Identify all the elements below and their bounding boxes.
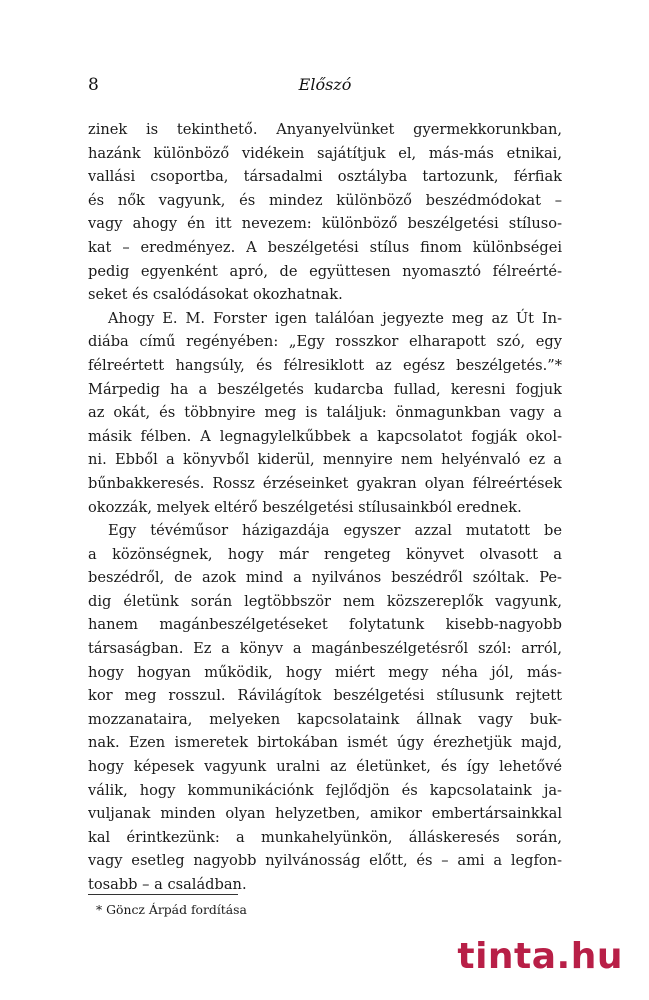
text-line: Márpedig ha a beszélgetés kudarcba fullad, keresni fogjuk: [88, 380, 562, 398]
text-line: hogy hogyan működik, hogy miért megy néha jól, más-: [88, 663, 562, 681]
page-header: [88, 75, 562, 99]
text-line: hogy képesek vagyunk uralni az életünket, és így lehetővé: [88, 758, 562, 776]
text-line: diába című regényében: „Egy rosszkor elharapott szó, egy: [88, 333, 562, 351]
text-line: kor meg rosszul. Rávilágítok beszélgetési stílusunk rejtett: [88, 687, 562, 705]
text-line: másik félben. A legnagylelkűbbek a kapcsolatot fogják okol-: [88, 427, 562, 445]
text-line: zinek is tekinthető. Anyanyelvünket gyermekkorunkban,: [88, 121, 562, 138]
text-line: dig életünk során legtöbbször nem közszereplők vagyunk,: [88, 592, 562, 610]
text-line: bűnbakkeresés. Rossz érzéseinket gyakran olyan félreértések: [88, 474, 562, 492]
text-line: seket és csalódásokat okozhatnak.: [88, 286, 343, 304]
text-line: kal érintkezünk: a munkahelyünkön, álláskeresés során,: [88, 828, 562, 846]
watermark-logo: tinta.hu: [457, 936, 623, 977]
text-line: az okát, és többnyire meg is találjuk: önmagunkban vagy a: [88, 404, 562, 422]
text-line: hazánk különböző vidékein sajátítjuk el, más-más etnikai,: [88, 144, 562, 162]
text-line: válik, hogy kommunikációnk fejlődjön és kapcsolataink ja-: [88, 781, 562, 799]
text-line: társaságban. Ez a könyv a magánbeszélgetésről szól: arról,: [88, 640, 562, 658]
text-line: vagy esetleg nagyobb nyilvánosság előtt, és – ami a legfon-: [88, 852, 562, 870]
text-line: a közönségnek, hogy már rengeteg könyvet olvasott a: [88, 545, 562, 563]
text-line: hanem magánbeszélgetéseket folytatunk kisebb-nagyobb: [88, 616, 562, 634]
text-line: okozzák, melyek eltérő beszélgetési stílusainkból erednek.: [88, 498, 522, 516]
footnote-divider: [88, 894, 238, 895]
running-title: Előszó: [298, 75, 352, 94]
text-line: és nők vagyunk, és mindez különböző beszédmódokat –: [88, 191, 562, 209]
text-line: vuljanak minden olyan helyzetben, amikor embertársainkkal: [88, 805, 562, 823]
text-line: félreértett hangsúly, és félresiklott az egész beszélgetés.”*: [88, 356, 562, 374]
text-line: Egy tévéműsor házigazdája egyszer azzal mutatott be: [108, 522, 562, 540]
text-line: beszédről, de azok mind a nyilvános beszédről szóltak. Pe-: [88, 569, 562, 587]
body-text: [88, 118, 562, 897]
text-line: Ahogy E. M. Forster igen találóan jegyezte meg az Út In-: [108, 309, 562, 327]
page-number: 8: [88, 75, 99, 95]
text-line: kat – eredményez. A beszélgetési stílus finom különbségei: [88, 238, 562, 256]
text-line: pedig egyenként apró, de együttesen nyomasztó félreérté-: [88, 262, 562, 280]
text-line: vagy ahogy én itt nevezem: különböző beszélgetési stíluso-: [88, 215, 562, 233]
text-line: tosabb – a családban.: [88, 876, 247, 893]
footnote: * Göncz Árpád fordítása: [96, 902, 247, 917]
text-line: ni. Ebből a könyvből kiderül, mennyire nem helyénvaló ez a: [88, 451, 562, 469]
text-line: vallási csoportba, társadalmi osztályba tartozunk, férfiak: [88, 168, 562, 186]
text-line: nak. Ezen ismeretek birtokában ismét úgy érezhetjük majd,: [88, 734, 562, 752]
text-line: mozzanataira, melyeken kapcsolataink állnak vagy buk-: [88, 710, 562, 728]
